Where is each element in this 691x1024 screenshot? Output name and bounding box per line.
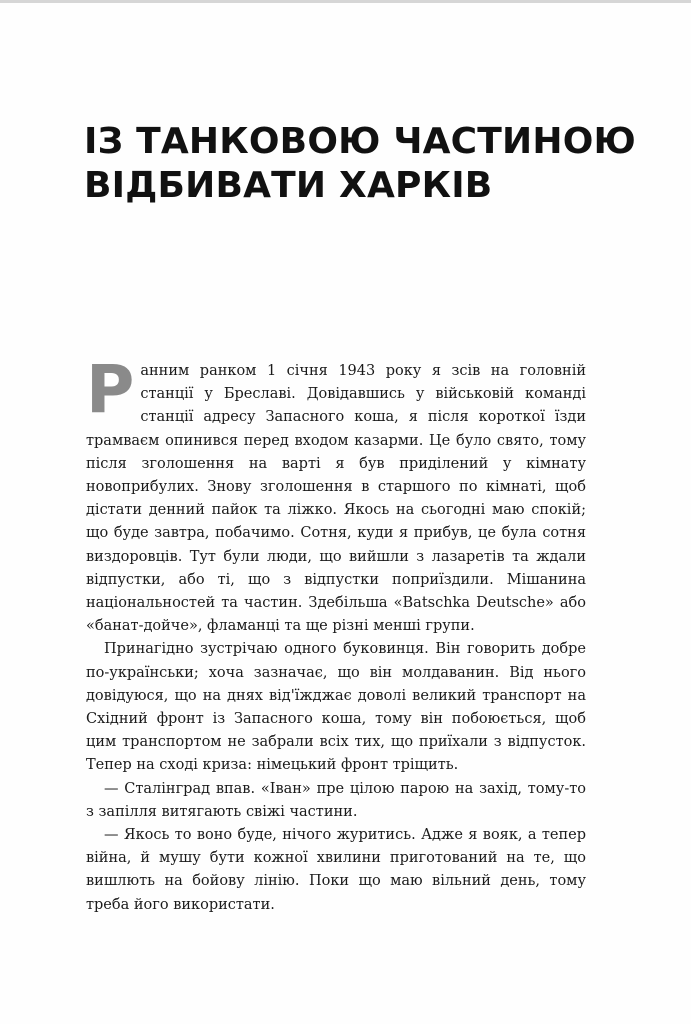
- paragraph-1: [86, 351, 586, 638]
- top-edge-rule: [0, 0, 691, 3]
- paragraph-3: — Сталінград впав. «Іван» пре цілою парою на захід, тому-то з запілля витягають свіжі частини.: [86, 780, 586, 820]
- body-text: [86, 351, 586, 917]
- chapter-title: [84, 120, 636, 208]
- chapter-title-line-1: ІЗ ТАНКОВОЮ ЧАСТИНОЮ: [84, 121, 636, 162]
- drop-cap: Р: [86, 351, 135, 428]
- paragraph-4: — Якось то воно буде, нічого журитись. Адже я вояк, а тепер війна, й мушу бути кожної хвилини приготований на те, що вишлють на бойову лінію. Поки що маю вільний день, тому треба його використати.: [86, 827, 586, 913]
- paragraph-2: Принагідно зустрічаю одного буковинця. Він говорить добре по-українськи; хоча зазначає, що він молдаванин. Від нього довідуюся, що на днях від'їжджає доволі великий транспорт на Східний фронт із Запасного коша, тому він побоюється, щоб цим транспортом не забрали всіх тих, що приїхали з відпусток. Тепер на сході криза: німецький фронт тріщить.: [86, 641, 586, 774]
- paragraph-1-text: анним ранком 1 січня 1943 року я зсів на головній станції у Бреславі. Довідавшись у військовій команді станції адресу Запасного коша, я після короткої їзди трамваєм опинився перед входом казарми. Це було свято, тому після зголошення на варті я був приділений у кімнату новоприбулих. Знову зголошення в старшого по кімнаті, щоб дістати денний пайок та ліжко. Якось на сьогодні маю спокій; що буде завтра, побачимо. Сотня, куди я прибув, це була сотня виздоровців. Тут були люди, що вийшли з лазаретів та ждали відпустки, або ті, що з відпустки поприїздили. Мішанина національностей та частин. Здебільша «Batschka Deutsche» або «банат-дойче», фламанці та ще різні менші групи.: [86, 363, 586, 635]
- chapter-title-highlight: ВІДБИВАТИ ХАРКІВ: [84, 165, 493, 206]
- chapter-title-line-2: [84, 164, 636, 208]
